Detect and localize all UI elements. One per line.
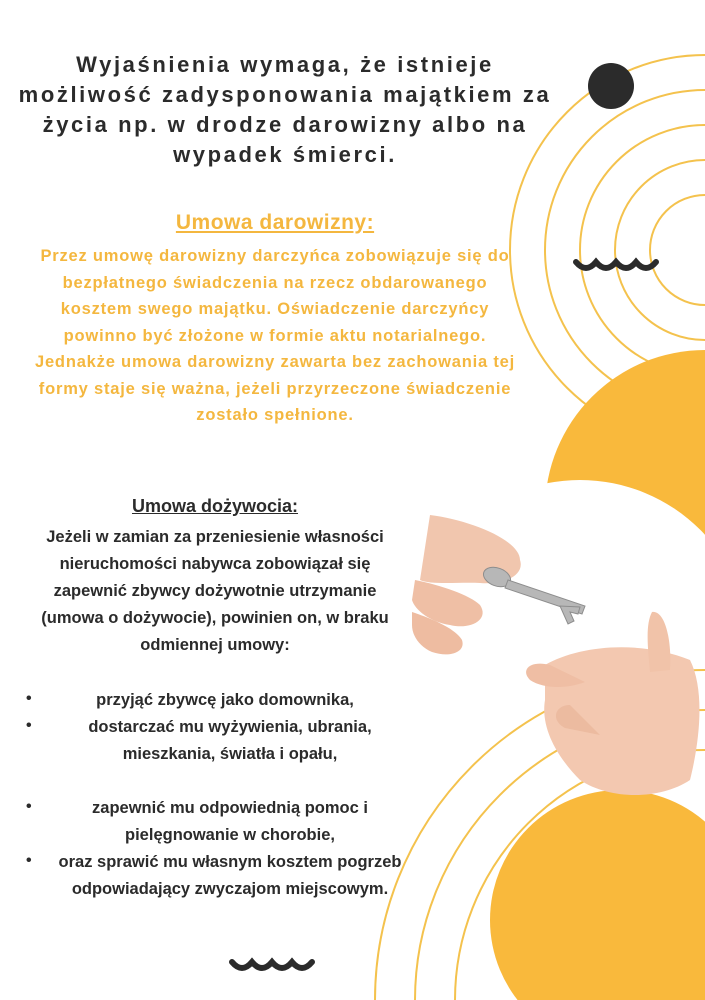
- donation-title: Umowa darowizny:: [175, 211, 375, 234]
- annuity-intro: Jeżeli w zamian za przeniesienie własności nieruchomości nabywca zobowiązał się zapewnić zbywcy dożywotnie utrzymanie (umowa o dożywocie), powinien on, w braku odmiennej umowy:: [41, 528, 389, 654]
- bullet-marker: •: [26, 717, 32, 734]
- bottom-orange-circle-decoration: [490, 790, 705, 1000]
- zigzag-bottom-decoration: [232, 962, 312, 968]
- donation-description: Przez umowę darowizny darczyńca zobowiązuje się do bezpłatnego świadczenia na rzecz obdarowanego kosztem swego majątku. Oświadczenie darczyńcy powinno być złożone w formie aktu notarialnego. Jednakże umowa darowizny zawarta bez zachowania tej formy staje się ważna, jeżeli przyrzeczone świadczenie zostało spełnione.: [34, 247, 515, 424]
- list-item: zapewnić mu odpowiednią pomoc i pielęgnowanie w chorobie,: [92, 799, 368, 844]
- annuity-title: Umowa dożywocia:: [131, 496, 299, 516]
- bullet-marker: •: [26, 690, 32, 707]
- list-item: oraz sprawić mu własnym kosztem pogrzeb odpowiadający zwyczajom miejscowym.: [58, 853, 402, 898]
- dark-dot-decoration: [588, 63, 634, 109]
- list-item: dostarczać mu wyżywienia, ubrania, mieszkania, światła i opału,: [88, 718, 372, 763]
- bullet-marker: •: [26, 852, 32, 869]
- bullet-marker: •: [26, 798, 32, 815]
- list-item: przyjąć zbywcę jako domownika,: [96, 691, 354, 709]
- page-heading: Wyjaśnienia wymaga, że istnieje możliwość zadysponowania majątkiem za życia np. w drodze darowizny albo na wypadek śmierci.: [18, 52, 552, 167]
